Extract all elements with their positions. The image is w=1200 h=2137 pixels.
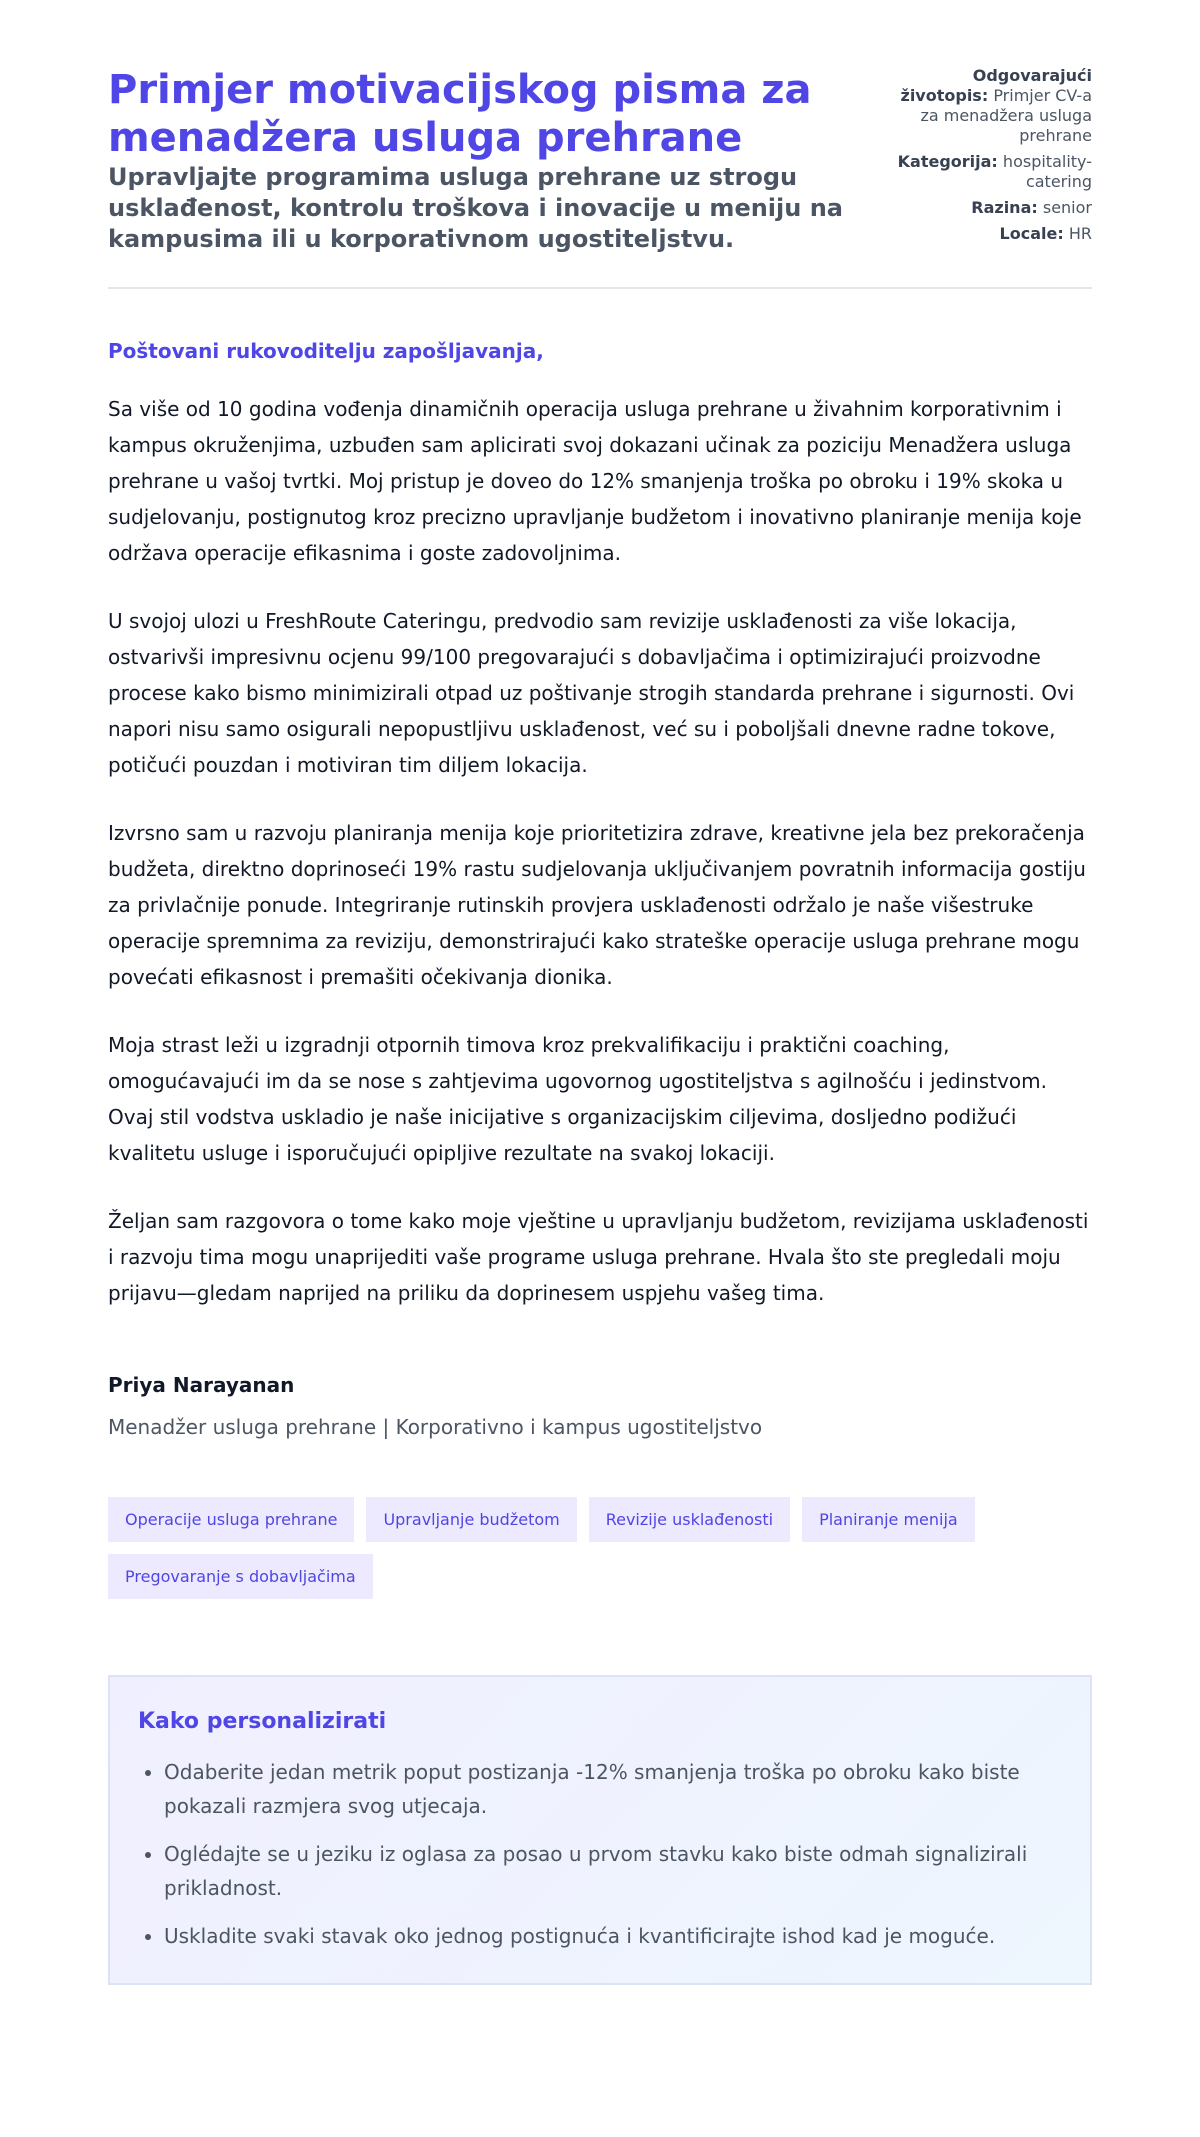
tip-item: • Uskladite svaki stavak oko jednog postignuća i kvantificirajte ishod kad je moguće. [164,1919,1062,1953]
letter-paragraph: Izvrsno sam u razvoju planiranja menija koje prioritetizira zdrave, kreativne jela bez prekoračenja budžeta, direktno doprinoseći 19% rastu sudjelovanja uključivanjem povratnih informacija gostiju za privlačnije ponude. Integriranje rutinskih provjera usklađenosti održalo je naše višestruke operacije spremnima za reviziju, demonstrirajući kako strateške operacije usluga prehrane mogu povećati efikasnost i premašiti očekivanja dionika. [108,821,1086,989]
page [108,66,1092,1985]
meta-panel [882,66,1092,250]
skill-tag: Planiranje menija [802,1497,975,1542]
letter-paragraph: U svojoj ulozi u FreshRoute Cateringu, predvodio sam revizije usklađenosti za više lokacija, ostvarivši impresivnu ocjenu 99/100 pregovarajući s dobavljačima i optimizirajući proizvodne procese kako bismo minimizirali otpad uz poštivanje strogih standarda prehrane i sigurnosti. Ovi napori nisu samo osigurali nepopustljivu usklađenost, već su i poboljšali dnevne radne tokove, potičući pouzdan i motiviran tim diljem lokacija. [108,609,1075,777]
letter-paragraph: Sa više od 10 godina vođenja dinamičnih operacija usluga prehrane u živahnim korporativnim i kampus okruženjima, uzbuđen sam aplicirati svoj dokazani učinak za poziciju Menadžera usluga prehrane u vašoj tvrtki. Moj pristup je doveo do 12% smanjenja troška po obroku i 19% skoka u sudjelovanju, postignutog kroz precizno upravljanje budžetom i inovativno planiranje menija koje održava operacije efikasnima i goste zadovoljnima. [108,397,1082,565]
letter-greeting: Poštovani rukovoditelju zapošljavanja, [108,339,544,363]
signature [108,1371,1092,1441]
page-title: Primjer motivacijskog pisma za menadžera usluga prehrane [108,67,812,161]
signer-role: Menadžer usluga prehrane | Korporativno i kampus ugostiteljstvo [108,1415,763,1439]
letter-paragraph: Moja strast leži u izgradnji otpornih timova kroz prekvalifikaciju i praktični coaching, omogućavajući im da se nose s zahtjevima ugovornog ugostiteljstva s agilnošću i jedinstvom. Ovaj stil vodstva uskladio je naše inicijative s organizacijskim ciljevima, dosljedno podižući kvalitetu usluge i isporučujući opipljive rezultate na svakoj lokaciji. [108,1033,1047,1165]
tips-list [138,1755,1062,1953]
skill-tag: Pregovaranje s dobavljačima [108,1554,373,1599]
tip-item: • Oglédajte se u jeziku iz oglasa za posao u prvom stavku kako biste odmah signalizirali prikladnost. [164,1837,1062,1905]
meta-level: Razina: senior [971,198,1092,217]
letter-body [108,391,1092,1311]
meta-resume: Odgovarajući životopis: Primjer CV-a za menadžera usluga prehrane [900,66,1092,145]
meta-category: Kategorija: hospitality-catering [897,152,1092,191]
skill-tag: Operacije usluga prehrane [108,1497,354,1542]
skill-tag: Upravljanje budžetom [366,1497,576,1542]
skill-tag: Revizije usklađenosti [589,1497,790,1542]
signer-name: Priya Narayanan [108,1373,295,1397]
skill-tags [108,1497,1092,1599]
page-subtitle: Upravljajte programima usluga prehrane uz strogu usklađenost, kontrolu troškova i inovacije u meniju na kampusima ili u korporativnom ugostiteljstvu. [108,163,843,253]
divider [108,287,1092,289]
meta-locale: Locale: HR [999,224,1092,243]
tip-item: • Odaberite jedan metrik poput postizanja -12% smanjenja troška po obroku kako biste pokazali razmjera svog utjecaja. [164,1755,1062,1823]
header [108,66,1092,255]
personalize-tips [108,1675,1092,1985]
tips-title: Kako personalizirati [138,1709,387,1734]
letter-paragraph: Željan sam razgovora o tome kako moje vještine u upravljanju budžetom, revizijama usklađenosti i razvoju tima mogu unaprijediti vaše programe usluga prehrane. Hvala što ste pregledali moju prijavu—gledam naprijed na priliku da doprinesem uspjehu vašeg tima. [108,1209,1089,1305]
